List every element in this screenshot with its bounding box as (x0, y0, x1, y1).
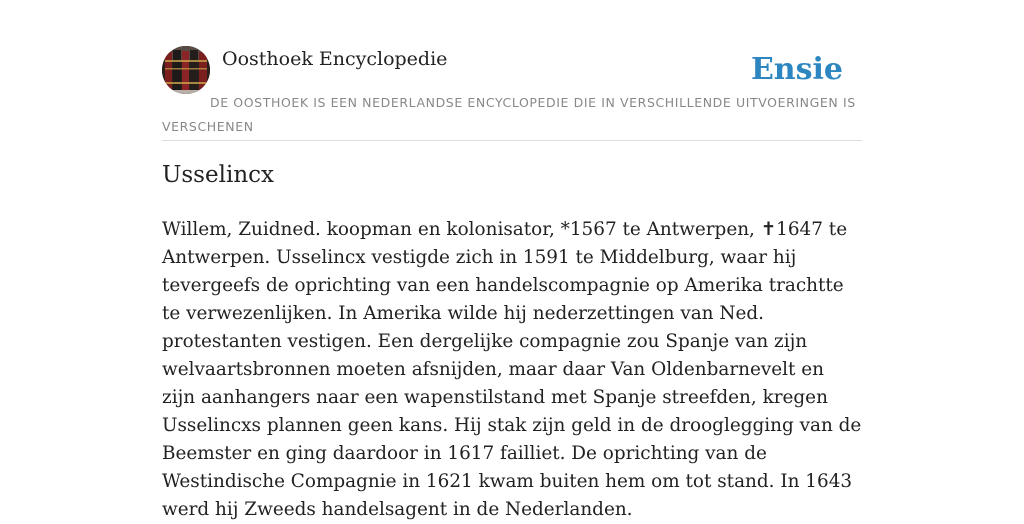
article-title: Usselincx (162, 162, 274, 188)
source-description: DE OOSTHOEK IS EEN NEDERLANDSE ENCYCLOPEDIE DIE IN VERSCHILLENDE UITVOERINGEN IS VERSCHENEN (162, 95, 856, 134)
source-avatar[interactable] (162, 46, 210, 94)
page-header (162, 46, 862, 141)
source-name-link[interactable]: Oosthoek Encyclopedie (222, 48, 448, 70)
encyclopedia-books-icon (162, 46, 210, 94)
article-body: Willem, Zuidned. koopman en kolonisator, *1567 te Antwerpen, ✝1647 te Antwerpen. Usselincx vestigde zich in 1591 te Middelburg, waar hij tevergeefs de oprichting van een handelscompagnie op Amerika trachtte te verwezenlijken. In Amerika wilde hij nederzettingen van Ned. protestanten vestigen. Een dergelijke compagnie zou Spanje van zijn welvaartsbronnen moeten afsnijden, maar daar Van Oldenbarnevelt en zijn aanhangers naar een wapenstilstand met Spanje streefden, kregen Usselincxs plannen geen kans. Hij stak zijn geld in de drooglegging van de Beemster en ging daardoor in 1617 failliet. De oprichting van de Westindische Compagnie in 1621 kwam buiten hem om tot stand. In 1643 werd hij Zweeds handelsagent in de Nederlanden. (162, 219, 862, 520)
ensie-logo-link[interactable]: Ensie (750, 52, 843, 87)
